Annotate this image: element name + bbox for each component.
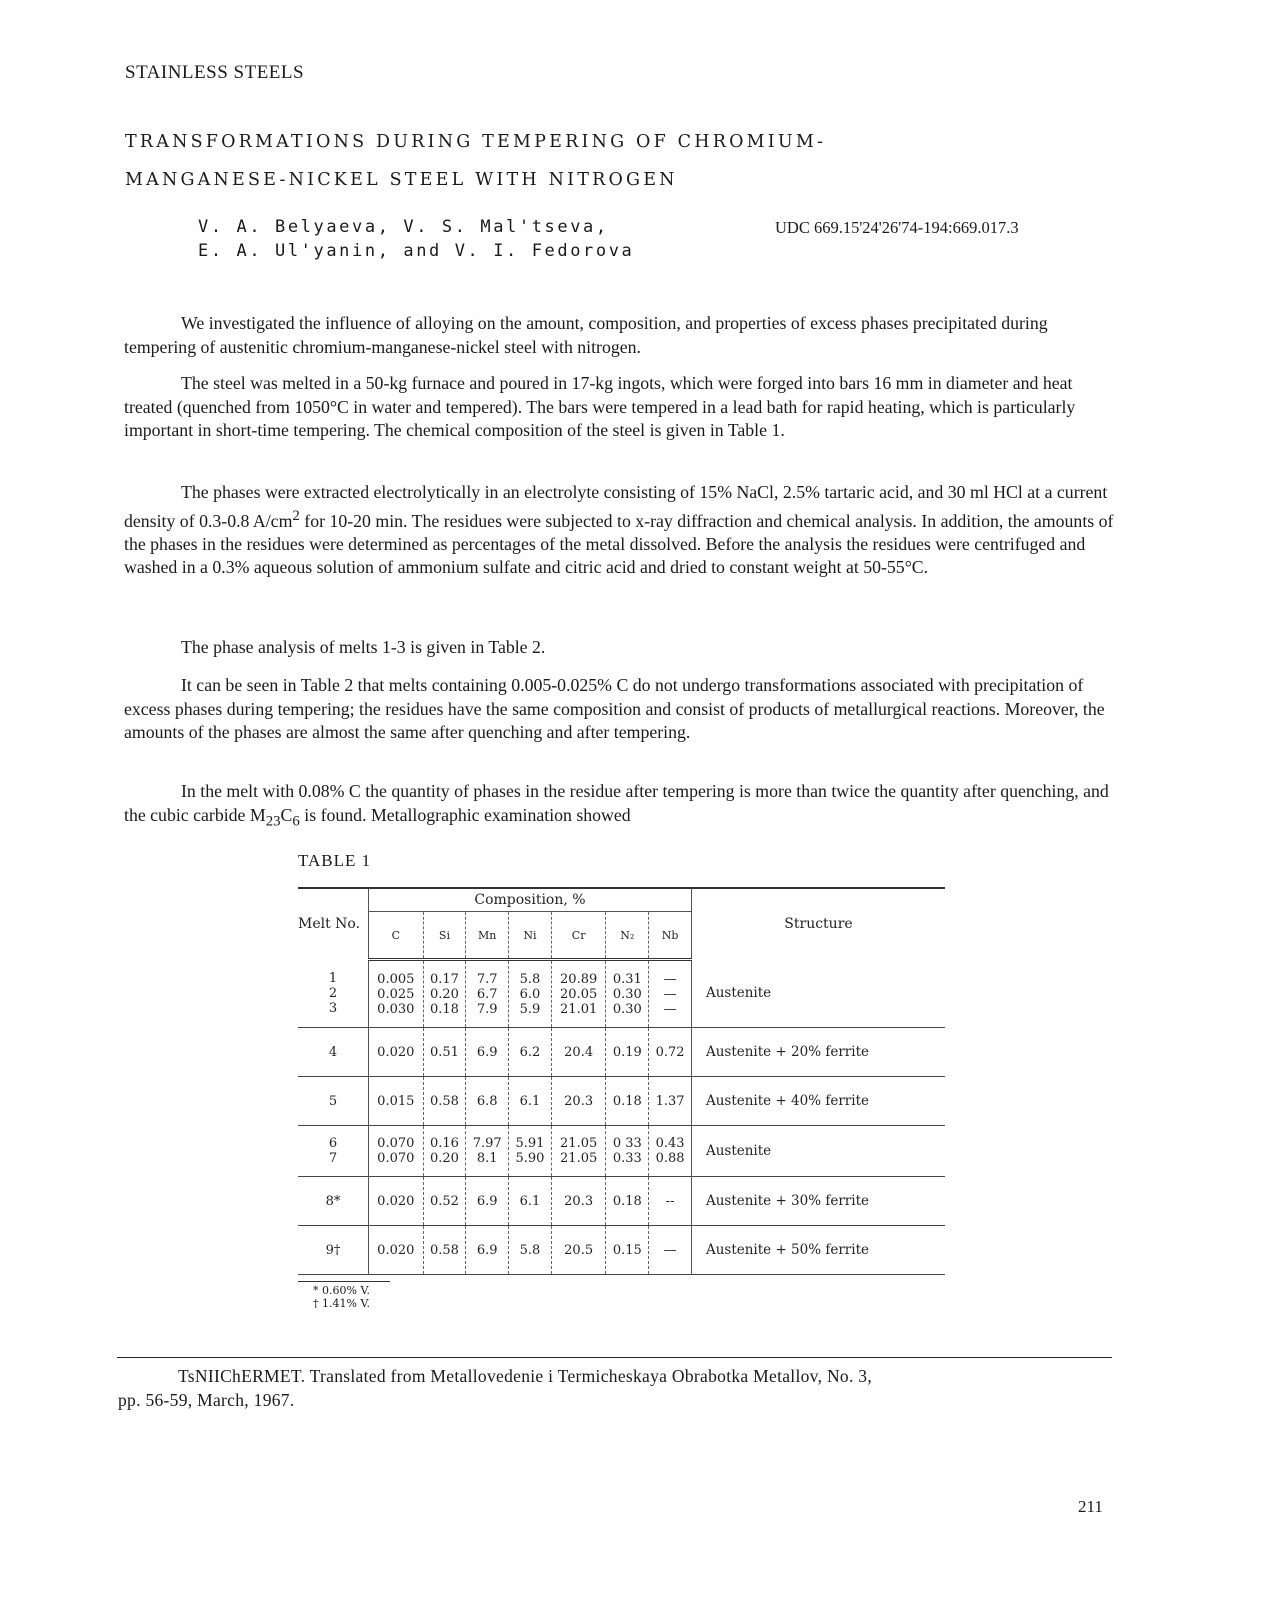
cell-c: 0.020: [369, 1226, 424, 1275]
cell-n2: 0.31 0.30 0.30: [606, 960, 649, 1028]
cell-nb: 0.72: [649, 1028, 692, 1077]
cell-ni: 5.8 6.0 5.9: [509, 960, 552, 1028]
table-row: [298, 1126, 945, 1177]
udc-code: UDC 669.15'24'26'74-194:669.017.3: [775, 218, 1019, 237]
table-footnote-2: † 1.41% V.: [313, 1297, 370, 1310]
cell-cr: 20.5: [551, 1226, 606, 1275]
cell-mn: 6.9: [466, 1177, 509, 1226]
page-number: 211: [1078, 1497, 1103, 1516]
header-ni: Ni: [509, 912, 552, 960]
cell-melt: 1 2 3: [328, 970, 338, 1016]
article-title-line-1: TRANSFORMATIONS DURING TEMPERING OF CHROMIUM-: [125, 132, 827, 152]
table-footnote-1: * 0.60% V.: [313, 1284, 370, 1297]
header-nb: Nb: [649, 912, 692, 960]
composition-table: [298, 887, 945, 1275]
cell-nb: — — —: [649, 960, 692, 1028]
authors: [198, 215, 634, 263]
cell-cr: 20.3: [551, 1177, 606, 1226]
cell-nb: 1.37: [649, 1077, 692, 1126]
cell-melt: 8*: [325, 1193, 341, 1209]
paragraph-3: The phases were extracted electrolytically in an electrolyte consisting of 15% NaCl, 2.5% tartaric acid, and 30 ml HCl at a current density of 0.3-0.8 $A/cm^2$ for 10-20 min. The residues were subjected to x-ray diffraction and chemical analysis. In addition, the amounts of the phases in the residues were determined as percentages of the metal dissolved. Before the analysis the residues were centrifuged and washed in a 0.3% aqueous solution of ammonium sulfate and citric acid and dried to constant weight at 50-55°C.: [124, 482, 1114, 578]
paragraph-2: The steel was melted in a 50-kg furnace and poured in 17-kg ingots, which were forged into bars 16 mm in diameter and heat treated (quenched from 1050°C in water and tempered). The bars were tempered in a lead bath for rapid heating, which is particularly important in short-time tempering. The chemical composition of the steel is given in Table 1.: [124, 373, 1076, 440]
cell-n2: 0.15: [606, 1226, 649, 1275]
section-heading: STAINLESS STEELS: [125, 62, 305, 83]
cell-mn: 7.97 8.1: [466, 1126, 509, 1177]
paragraph-5: It can be seen in Table 2 that melts containing 0.005-0.025% C do not undergo transformations associated with precipitation of excess phases during tempering; the residues have the same composition and consist of products of metallurgical reactions. Moreover, the amounts of the phases are almost the same after quenching and after tempering.: [124, 675, 1105, 742]
paragraph-4: The phase analysis of melts 1-3 is given in Table 2.: [181, 637, 546, 657]
cell-nb: —: [649, 1226, 692, 1275]
header-n2: N₂: [606, 912, 649, 960]
table-row: [298, 960, 945, 1028]
cell-melt: 6 7: [328, 1136, 338, 1166]
cell-c: 0.070 0.070: [369, 1126, 424, 1177]
cell-melt: 4: [328, 1044, 338, 1060]
table-row: [298, 1077, 945, 1126]
cell-n2: 0.19: [606, 1028, 649, 1077]
cell-cr: 20.89 20.05 21.01: [551, 960, 606, 1028]
cell-nb: 0.43 0.88: [649, 1126, 692, 1177]
cell-ni: 5.8: [509, 1226, 552, 1275]
paragraph-6: In the melt with 0.08% C the quantity of phases in the residue after tempering is more than twice the quantity after quenching, and the cubic carbide $M_{23}C_6$ is found. Metallographic examination showed: [124, 781, 1109, 830]
cell-c: 0.020: [369, 1177, 424, 1226]
cell-si: 0.52: [423, 1177, 466, 1226]
cell-mn: 6.9: [466, 1028, 509, 1077]
footer-rule: [117, 1357, 1112, 1358]
table-caption: TABLE 1: [298, 851, 372, 870]
cell-structure: Austenite: [691, 960, 945, 1028]
cell-cr: 20.3: [551, 1077, 606, 1126]
cell-structure: Austenite: [691, 1126, 945, 1177]
article-title-line-2: MANGANESE-NICKEL STEEL WITH NITROGEN: [125, 170, 678, 190]
cell-structure: Austenite + 30% ferrite: [691, 1177, 945, 1226]
cell-cr: 20.4: [551, 1028, 606, 1077]
cell-cr: 21.05 21.05: [551, 1126, 606, 1177]
cell-mn: 6.9: [466, 1226, 509, 1275]
cell-si: 0.51: [423, 1028, 466, 1077]
cell-ni: 5.91 5.90: [509, 1126, 552, 1177]
cell-ni: 6.1: [509, 1177, 552, 1226]
footnote-rule: [298, 1281, 390, 1282]
cell-si: 0.17 0.20 0.18: [423, 960, 466, 1028]
cell-mn: 6.8: [466, 1077, 509, 1126]
translation-note-line-1: TsNIIChERMET. Translated from Metallovedenie i Termicheskaya Obrabotka Metallov, No. 3,: [178, 1366, 873, 1386]
translation-note-line-2: pp. 56-59, March, 1967.: [118, 1390, 295, 1410]
authors-line-2: E. A. Ul'yanin, and V. I. Fedorova: [198, 241, 635, 261]
cell-n2: 0.18: [606, 1177, 649, 1226]
table-row: [298, 1177, 945, 1226]
header-composition: Composition, %: [369, 888, 692, 912]
cell-structure: Austenite + 50% ferrite: [691, 1226, 945, 1275]
cell-nb: --: [649, 1177, 692, 1226]
header-cr: Cr: [551, 912, 606, 960]
cell-si: 0.58: [423, 1226, 466, 1275]
cell-n2: 0.18: [606, 1077, 649, 1126]
cell-melt: 5: [328, 1093, 338, 1109]
translation-note: [118, 1364, 1088, 1412]
header-structure: Structure: [691, 888, 945, 960]
cell-ni: 6.1: [509, 1077, 552, 1126]
cell-c: 0.020: [369, 1028, 424, 1077]
cell-si: 0.16 0.20: [423, 1126, 466, 1177]
cell-c: 0.015: [369, 1077, 424, 1126]
cell-structure: Austenite + 40% ferrite: [691, 1077, 945, 1126]
header-si: Si: [423, 912, 466, 960]
table-row: [298, 1028, 945, 1077]
paragraph-1: We investigated the influence of alloying on the amount, composition, and properties of excess phases precipitated during tempering of austenitic chromium-manganese-nickel steel with nitrogen.: [124, 313, 1048, 357]
table-row: [298, 1226, 945, 1275]
cell-c: 0.005 0.025 0.030: [369, 960, 424, 1028]
cell-ni: 6.2: [509, 1028, 552, 1077]
cell-n2: 0 33 0.33: [606, 1126, 649, 1177]
cell-melt: 9†: [325, 1242, 341, 1258]
header-mn: Mn: [466, 912, 509, 960]
header-c: C: [369, 912, 424, 960]
header-melt-no: Melt No.: [298, 916, 361, 933]
cell-si: 0.58: [423, 1077, 466, 1126]
cell-mn: 7.7 6.7 7.9: [466, 960, 509, 1028]
cell-structure: Austenite + 20% ferrite: [691, 1028, 945, 1077]
authors-line-1: V. A. Belyaeva, V. S. Mal'tseva,: [198, 217, 609, 237]
